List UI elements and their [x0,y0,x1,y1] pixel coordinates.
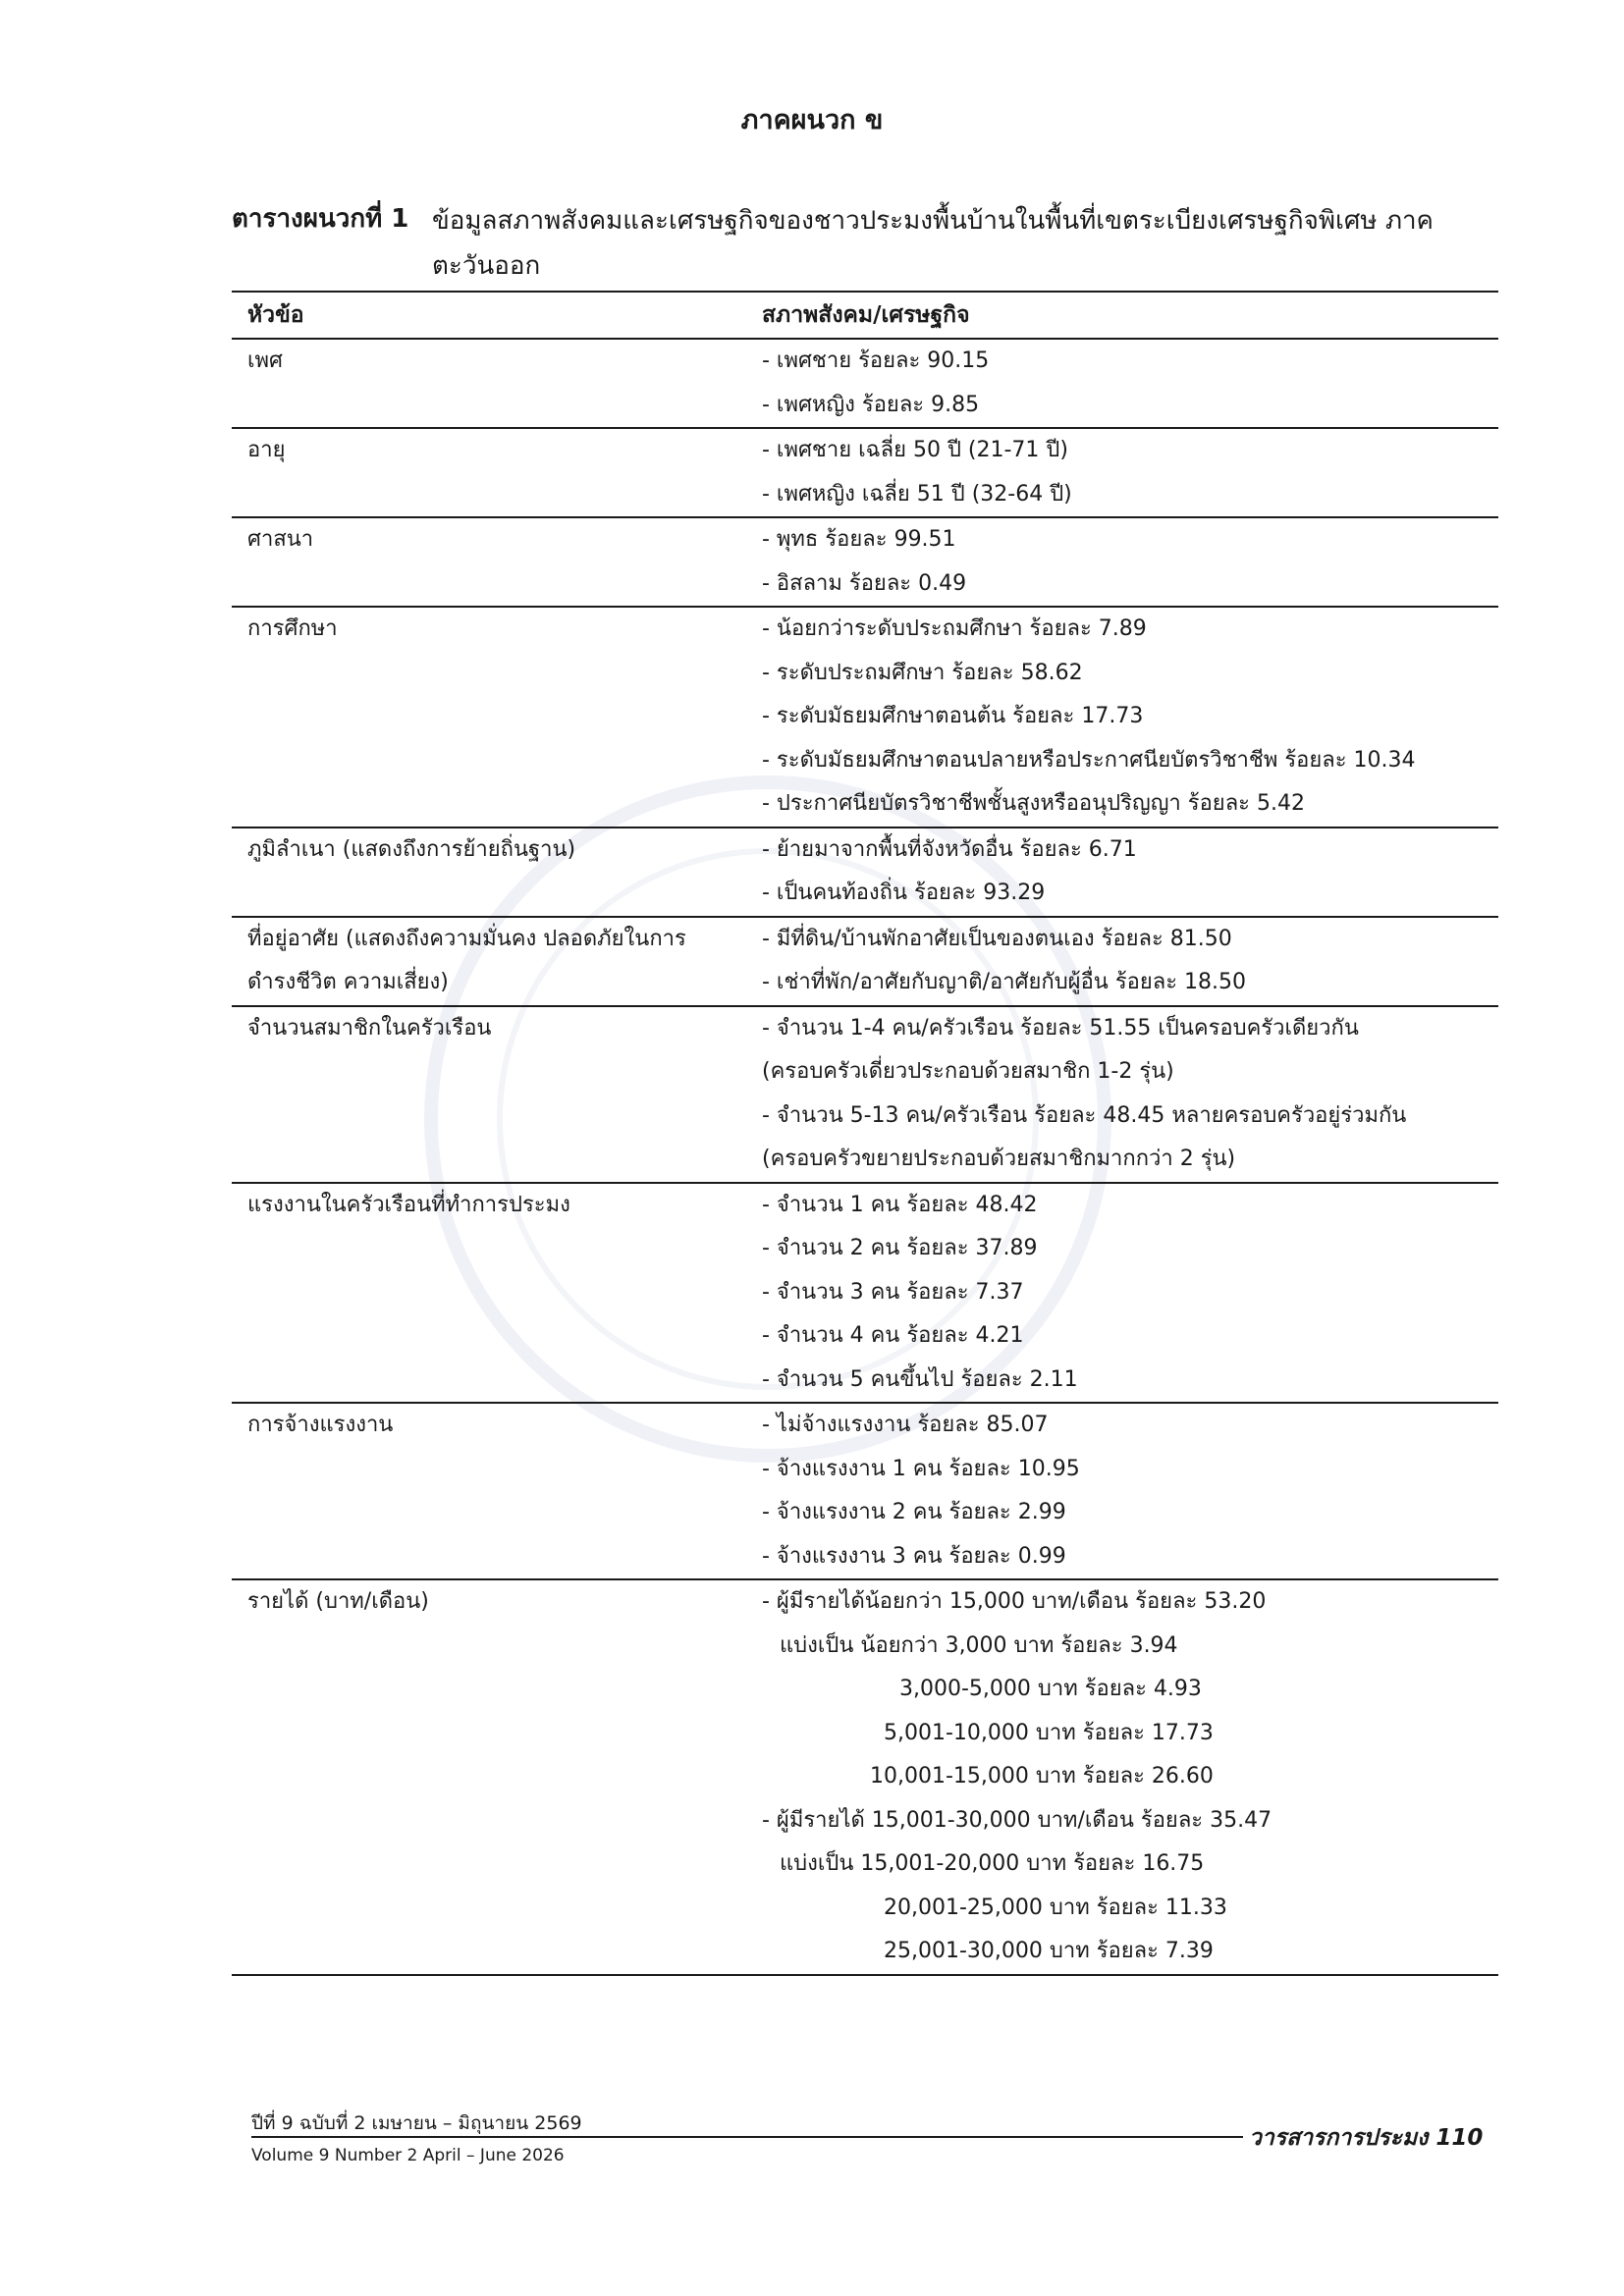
table-row [232,1580,1498,1976]
table-row [232,518,1498,608]
status-line: - จำนวน 5 คนขึ้นไป ร้อยละ 2.11 [762,1366,1078,1392]
table-row [232,918,1498,1007]
status-line: 10,001-15,000 บาท ร้อยละ 26.60 [870,1764,1214,1789]
topic-line: ศาสนา [247,527,314,552]
table-caption-label: ตารางผนวกที่ 1 [232,204,409,234]
status-line: - เช่าที่พัก/อาศัยกับญาติ/อาศัยกับผู้อื่น ร้อยละ 18.50 [762,970,1247,994]
status-line: - ระดับมัธยมศึกษาตอนปลายหรือประกาศนียบัตรวิชาชีพ ร้อยละ 10.34 [762,747,1416,773]
status-line: - ไม่จ้างแรงงาน ร้อยละ 85.07 [762,1413,1049,1437]
status-line: - พุทธ ร้อยละ 99.51 [762,527,956,552]
topic-line: ที่อยู่อาศัย (แสดงถึงความมั่นคง ปลอดภัยในการ [247,926,686,951]
row-status-cell [742,1184,1498,1403]
footer-issue-english: Volume 9 Number 2 April – June 2026 [251,2146,565,2165]
topic-line: เพศ [247,348,283,373]
table-header-row [232,293,1498,340]
footer-rule [251,2136,1243,2138]
status-line: แบ่งเป็น 15,001-20,000 บาท ร้อยละ 16.75 [780,1851,1205,1876]
status-line: - ระดับประถมศึกษา ร้อยละ 58.62 [762,660,1083,685]
table-row [232,608,1498,828]
status-line: 25,001-30,000 บาท ร้อยละ 7.39 [884,1939,1214,1963]
table-row [232,429,1498,518]
row-topic-cell [232,518,742,606]
status-line: - จ้างแรงงาน 2 คน ร้อยละ 2.99 [762,1500,1066,1524]
table-row [232,828,1498,918]
status-line: - จำนวน 5-13 คน/ครัวเรือน ร้อยละ 48.45 หลายครอบครัวอยู่ร่วมกัน [762,1102,1407,1128]
row-topic-cell [232,608,742,827]
status-line: - อิสลาม ร้อยละ 0.49 [762,570,967,596]
appendix-heading: ภาคผนวก ข [740,105,884,135]
status-line: - เพศหญิง ร้อยละ 9.85 [762,392,980,417]
status-line: - น้อยกว่าระดับประถมศึกษา ร้อยละ 7.89 [762,616,1147,641]
status-line: - จำนวน 1-4 คน/ครัวเรือน ร้อยละ 51.55 เป็นครอบครัวเดียวกัน [762,1015,1359,1041]
header-status: สภาพสังคม/เศรษฐกิจ [762,302,970,328]
row-topic-cell [232,1007,742,1182]
status-line: - จำนวน 2 คน ร้อยละ 37.89 [762,1236,1038,1260]
status-line: - เพศชาย ร้อยละ 90.15 [762,348,990,373]
status-line: 5,001-10,000 บาท ร้อยละ 17.73 [884,1720,1214,1745]
table-row [232,340,1498,429]
status-line: (ครอบครัวขยายประกอบด้วยสมาชิกมากกว่า 2 รุ่น) [762,1147,1236,1171]
footer-issue-thai: ปีที่ 9 ฉบับที่ 2 เมษายน – มิถุนายน 2569 [251,2112,582,2134]
status-line: 20,001-25,000 บาท ร้อยละ 11.33 [884,1895,1227,1920]
row-topic-cell [232,1184,742,1403]
status-line: - เพศชาย เฉลี่ย 50 ปี (21-71 ปี) [762,438,1068,462]
row-status-cell [742,340,1498,427]
row-topic-cell [232,340,742,427]
status-line: - ระดับมัธยมศึกษาตอนต้น ร้อยละ 17.73 [762,704,1144,728]
topic-line: แรงงานในครัวเรือนที่ทำการประมง [247,1192,570,1217]
topic-line: ดำรงชีวิต ความเสี่ยง) [247,970,449,994]
topic-line: การจ้างแรงงาน [247,1413,394,1437]
topic-line: การศึกษา [247,616,338,641]
status-line: - จ้างแรงงาน 1 คน ร้อยละ 10.95 [762,1456,1080,1481]
status-line: - จ้างแรงงาน 3 คน ร้อยละ 0.99 [762,1543,1066,1569]
table-caption-text: ข้อมูลสภาพสังคมและเศรษฐกิจของชาวประมงพื้นบ้านในพื้นที่เขตระเบียงเศรษฐกิจพิเศษ ภาคตะวันออก [432,206,1434,281]
status-line: - จำนวน 3 คน ร้อยละ 7.37 [762,1279,1024,1305]
status-line: - ประกาศนียบัตรวิชาชีพชั้นสูงหรืออนุปริญญา ร้อยละ 5.42 [762,791,1305,816]
row-topic-cell [232,828,742,916]
status-line: (ครอบครัวเดี่ยวประกอบด้วยสมาชิก 1-2 รุ่น) [762,1059,1174,1084]
table-row [232,1404,1498,1580]
status-line: - ผู้มีรายได้น้อยกว่า 15,000 บาท/เดือน ร้อยละ 53.20 [762,1589,1267,1614]
row-topic-cell [232,1580,742,1974]
status-line: 3,000-5,000 บาท ร้อยละ 4.93 [899,1677,1202,1701]
socioeconomic-table [232,291,1498,1976]
row-topic-cell [232,918,742,1005]
row-topic-cell [232,429,742,516]
status-line: - เพศหญิง เฉลี่ย 51 ปี (32-64 ปี) [762,481,1072,507]
topic-line: ภูมิลำเนา (แสดงถึงการย้ายถิ่นฐาน) [247,836,576,862]
row-status-cell [742,1404,1498,1578]
table-row [232,1007,1498,1184]
row-topic-cell [232,1404,742,1578]
table-row [232,1184,1498,1405]
row-status-cell [742,518,1498,606]
row-status-cell [742,429,1498,516]
topic-line: จำนวนสมาชิกในครัวเรือน [247,1015,492,1041]
row-status-cell [742,1007,1498,1182]
row-status-cell [742,918,1498,1005]
status-line: - เป็นคนท้องถิ่น ร้อยละ 93.29 [762,881,1046,905]
header-topic: หัวข้อ [247,302,304,328]
row-status-cell [742,608,1498,827]
status-line: - ย้ายมาจากพื้นที่จังหวัดอื่น ร้อยละ 6.71 [762,836,1137,862]
topic-line: อายุ [247,438,286,462]
row-status-cell [742,1580,1498,1974]
topic-line: รายได้ (บาท/เดือน) [247,1589,429,1614]
table-body [232,340,1498,1976]
status-line: - ผู้มีรายได้ 15,001-30,000 บาท/เดือน ร้อยละ 35.47 [762,1807,1272,1833]
row-status-cell [742,828,1498,916]
status-line: - จำนวน 1 คน ร้อยละ 48.42 [762,1192,1038,1217]
status-line: - จำนวน 4 คน ร้อยละ 4.21 [762,1323,1024,1348]
status-line: แบ่งเป็น น้อยกว่า 3,000 บาท ร้อยละ 3.94 [780,1632,1178,1658]
footer-journal-title: วารสารการประมง 110 [1249,2125,1484,2151]
status-line: - มีที่ดิน/บ้านพักอาศัยเป็นของตนเอง ร้อยละ 81.50 [762,926,1232,951]
